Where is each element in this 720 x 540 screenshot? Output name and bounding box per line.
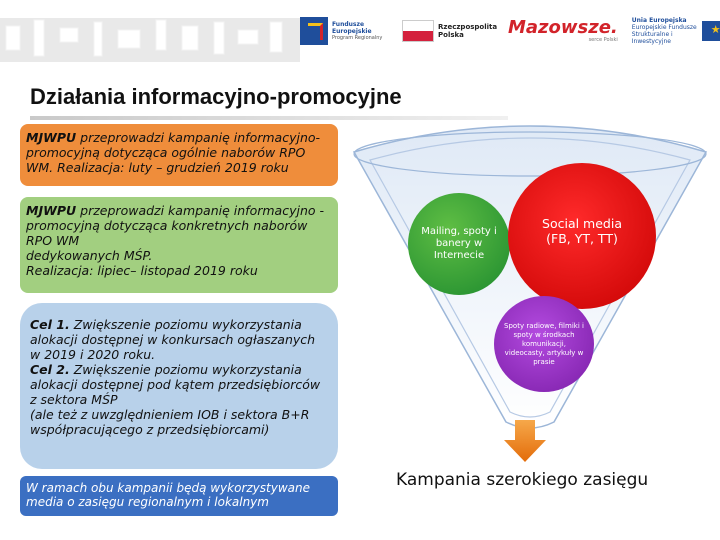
ue-line2: Europejskie Fundusze	[631, 24, 697, 31]
campaign-sme-box	[20, 197, 338, 293]
goal2-note: (ale też z uwzględnieniem IOB i sektora B+R współpracującego z przedsiębiorcami)	[30, 407, 310, 437]
internet-channel-circle	[408, 193, 510, 295]
fe-line2: Europejskie	[332, 27, 372, 35]
box2-line3: Realizacja: lipiec– listopad 2019 roku	[26, 263, 258, 278]
box2-lead: MJWPU	[26, 203, 77, 218]
rp-line1: Rzeczpospolita	[438, 23, 498, 31]
box2-line2: dedykowanych MŚP.	[26, 248, 153, 263]
social-media-label: Social media (FB, YT, TT)	[542, 216, 622, 246]
page-title: Działania informacyjno-promocyjne	[30, 84, 402, 109]
mazowsze-wordmark: Mazowsze.	[508, 17, 618, 38]
traditional-media-label: Spoty radiowe, filmiki i spoty w środkach komunikacji, videocasty, artykuły w prasie	[504, 321, 584, 366]
box2-line1: przeprowadzi kampanię informacyjno -promocyjną dotycząca konkretnych naborów RPO WM	[26, 203, 324, 248]
traditional-media-circle	[494, 296, 594, 392]
box4-text: W ramach obu kampanii będą wykorzystywane media o zasięgu regionalnym i lokalnym	[26, 481, 310, 509]
mazowsze-logo	[508, 19, 618, 43]
logo-strip	[300, 10, 714, 52]
ue-line3: Strukturalne i Inwestycyjne	[631, 31, 673, 45]
box1-text: przeprowadzi kampanię informacyjno-promocyjną dotycząca ogólnie naborów RPO WM. Realizacja: luty – grudzień 2019 roku	[26, 130, 321, 175]
goal2-text: Zwiększenie poziomu wykorzystania alokacji dostępnej pod kątem przedsiębiorców z sektora MŚP	[30, 362, 321, 407]
goals-box	[20, 303, 338, 469]
goal2-label: Cel 2.	[30, 362, 70, 377]
title-underline	[30, 116, 508, 120]
fe-line3: Program Regionalny	[332, 34, 383, 41]
campaign-general-box	[20, 124, 338, 186]
unia-europejska-logo	[632, 17, 720, 45]
social-media-circle	[508, 163, 656, 309]
rzeczpospolita-logo	[402, 20, 498, 42]
mazowsze-subtitle: serce Polski	[588, 37, 618, 43]
fe-emblem-icon	[300, 17, 328, 45]
eu-flag-icon	[702, 21, 720, 41]
fundusze-europejskie-logo	[300, 17, 392, 45]
goal1-text: Zwiększenie poziomu wykorzystania alokacji dostępnej w konkursach ogłaszanych w 2019 i 2020 roku.	[30, 317, 316, 362]
ue-line1: Unia Europejska	[631, 17, 687, 24]
rp-line2: Polska	[438, 31, 464, 39]
internet-channel-label: Mailing, spoty i banery w Internecie	[421, 226, 497, 261]
box1-lead: MJWPU	[26, 130, 77, 145]
polish-flag-icon	[402, 20, 434, 42]
media-reach-box	[20, 476, 338, 516]
campaign-tagline: Kampania szerokiego zasięgu	[396, 470, 649, 490]
fe-line1: Fundusze	[332, 20, 365, 28]
down-arrow-icon	[502, 418, 548, 464]
goal1-label: Cel 1.	[30, 317, 70, 332]
